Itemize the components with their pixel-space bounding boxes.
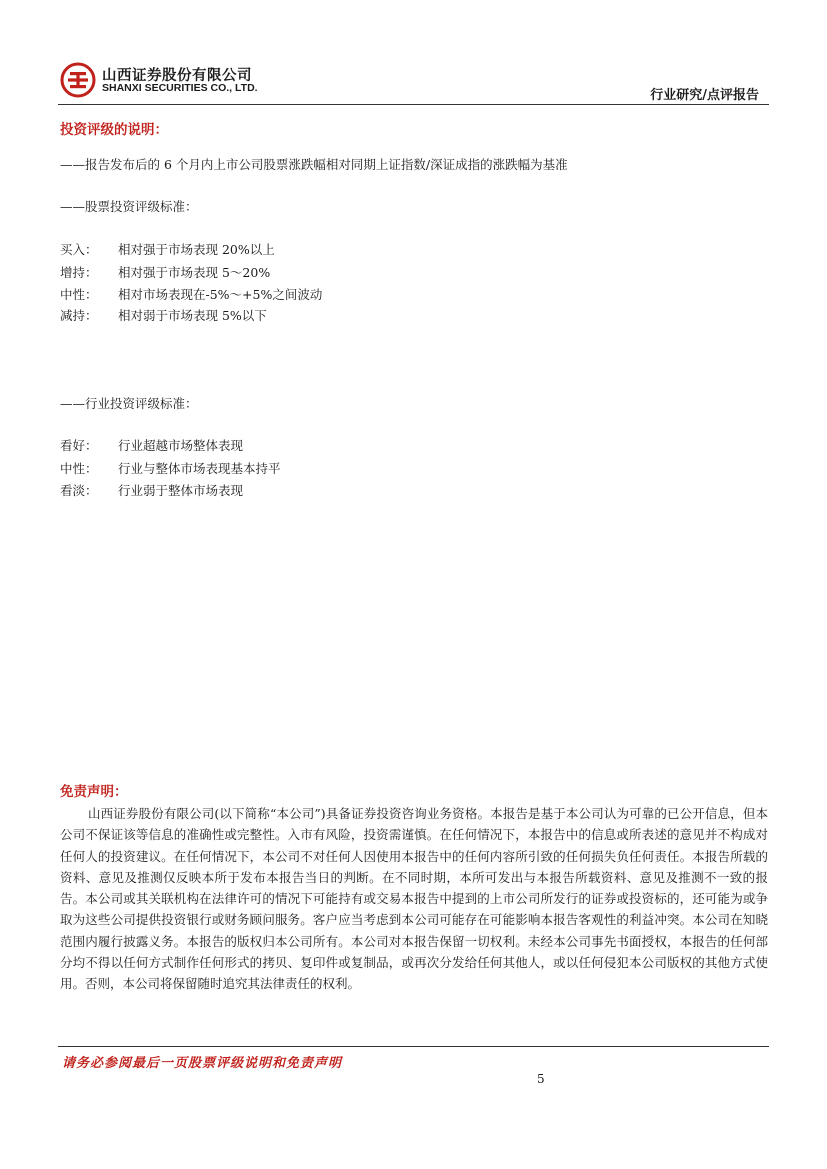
rating-term: 增持： bbox=[60, 265, 98, 280]
footer-note: 请务必参阅最后一页股票评级说明和免责声明 bbox=[62, 1056, 343, 1071]
page-number: 5 bbox=[537, 1072, 545, 1086]
stock-rating-row bbox=[60, 240, 275, 258]
rating-section-heading: 投资评级的说明： bbox=[60, 122, 168, 138]
stock-rating-row bbox=[60, 306, 267, 324]
rating-description: 相对市场表现在-5%～+5%之间波动 bbox=[118, 287, 323, 302]
report-type: 行业研究/点评报告 bbox=[650, 88, 759, 103]
header-divider bbox=[58, 104, 769, 105]
rating-description: 行业超越市场整体表现 bbox=[118, 438, 244, 453]
industry-rating-row bbox=[60, 481, 243, 499]
rating-basis-text: ——报告发布后的 6 个月内上市公司股票涨跌幅相对同期上证指数/深证成指的涨跌幅为基准 bbox=[60, 157, 568, 172]
rating-term: 看淡： bbox=[60, 483, 98, 498]
company-logo bbox=[60, 62, 96, 98]
company-name-cn: 山西证券股份有限公司 bbox=[102, 68, 252, 84]
rating-term: 中性： bbox=[60, 287, 98, 302]
rating-term: 中性： bbox=[60, 461, 98, 476]
industry-rating-row bbox=[60, 436, 243, 454]
rating-description: 行业与整体市场表现基本持平 bbox=[118, 461, 281, 476]
rating-description: 相对强于市场表现 5～20% bbox=[118, 265, 271, 280]
industry-rating-title: ——行业投资评级标准： bbox=[60, 396, 198, 411]
stock-rating-row bbox=[60, 285, 322, 303]
company-name-en: SHANXI SECURITIES CO., LTD. bbox=[102, 82, 258, 94]
rating-term: 减持： bbox=[60, 308, 98, 323]
disclaimer-text: 山西证券股份有限公司(以下简称“本公司”)具备证券投资咨询业务资格。本报告是基于本公司认为可靠的已公开信息，但本公司不保证该等信息的准确性或完整性。入市有风险，投资需谨慎。在任何情况下，本报告中的信息或所表述的意见并不构成对任何人的投资建议。在任何情况下，本公司不对任何人因使用本报告中的任何内容所引致的任何损失负任何责任。本报告所载的资料、意见及推测仅反映本所于发布本报告当日的判断。在不同时期，本所可发出与本报告所载资料、意见及推测不一致的报告。本公司或其关联机构在法律许可的情况下可能持有或交易本报告中提到的上市公司所发行的证券或投资标的，还可能为或争取为这些公司提供投资银行或财务顾问服务。客户应当考虑到本公司可能存在可能影响本报告客观性的利益冲突。本公司在知晓范围内履行披露义务。本报告的版权归本公司所有。本公司对本报告保留一切权利。未经本公司事先书面授权，本报告的任何部分均不得以任何方式制作任何形式的拷贝、复印件或复制品，或再次分发给任何其他人，或以任何侵犯本公司版权的其他方式使用。否则，本公司将保留随时追究其法律责任的权利。 bbox=[60, 806, 768, 992]
footer-divider bbox=[58, 1046, 769, 1047]
stock-rating-row bbox=[60, 263, 270, 281]
rating-description: 行业弱于整体市场表现 bbox=[118, 483, 244, 498]
rating-term: 看好： bbox=[60, 438, 98, 453]
rating-description: 相对弱于市场表现 5%以下 bbox=[118, 308, 267, 323]
stock-rating-title: ——股票投资评级标准： bbox=[60, 199, 198, 214]
rating-term: 买入： bbox=[60, 242, 98, 257]
rating-description: 相对强于市场表现 20%以上 bbox=[118, 242, 275, 257]
disclaimer-heading: 免责声明： bbox=[60, 784, 128, 800]
industry-rating-row bbox=[60, 459, 281, 477]
